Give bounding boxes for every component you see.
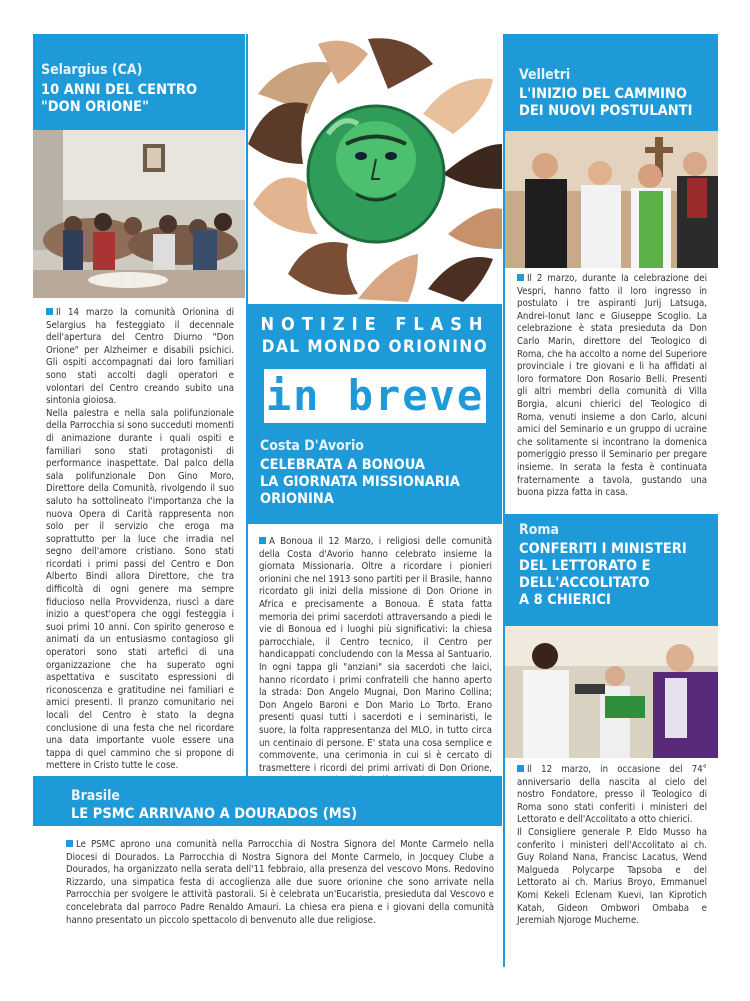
center-brand <box>264 369 486 423</box>
costa-place: Costa D'Avorio <box>260 438 364 454</box>
center-banner <box>248 304 502 436</box>
velletri-title-line2: DEI NUOVI POSTULANTI <box>519 103 693 119</box>
brasile-header <box>33 776 502 826</box>
bullet-square-icon <box>517 274 524 281</box>
roma-title-line4: A 8 CHIERICI <box>519 592 611 608</box>
selargius-photo <box>33 130 245 298</box>
costa-body <box>259 536 492 788</box>
roma-title-line3: DELL'ACCOLITATO <box>519 575 650 591</box>
center-headline-line2: DAL MONDO ORIONINO <box>261 337 489 357</box>
costa-title-line1: CELEBRATA A BONOUA <box>260 457 425 473</box>
velletri-body <box>517 273 707 500</box>
bullet-square-icon <box>46 308 53 315</box>
velletri-header <box>505 34 718 131</box>
brasile-body <box>66 839 494 927</box>
costa-title-line2: LA GIORNATA MISSIONARIA <box>260 474 460 490</box>
selargius-place: Selargius (CA) <box>41 62 143 78</box>
velletri-paragraph-1: Il 2 marzo, durante la celebrazione dei Vespri, hanno fatto il loro ingresso in postulato i tre aspiranti Jurij Latsuga, Andrei-Ionut Ianc e Giuseppe Scoglio. La celebrazione è stata presieduta da Don Carlo Marin, direttore del Teologico di Roma, che ha accolto a nome del Superiore provinciale i tre giovani e li ha affidati al loro formatore Don Rosario Belli. Presenti gli altri membri della comunità di Villa Borgia, alcuni chierici del Teologico di Roma, venuti insieme a don Carlo, alcuni amici del Seminario e un gruppo di ucraine che solitamente si incontrano la domenica pomeriggio presso il Seminario per pregare insieme. In serata la festa è continuata fraternamente a tavola, gustando una buona pizza fatta in casa. <box>517 273 707 499</box>
selargius-paragraph-2: Nella palestra e nella sala polifunzionale della Parrocchia si sono succeduti momenti di animazione durante i quali ospiti e familiari sono stati protagonisti di performance inaspettate. Dal palco della sala polifunzionale Don Gino Moro, Direttore della Comunità, rivolgendo il suo saluto ha sottolineato l'importanza che la nuova Opera di Carità rappresenta non solo per il servizio che eroga ma soprattutto per la luce che irradia nel segno dell'amore cristiano. Sono stati ricordati i primi passi del Centro e Don Alberto Bindi allora Direttore, che tra difficoltà di ogni genere ma sempre fiducioso nella Provvidenza, riuscì a dare inizio a quest'opera che oggi festeggia i suoi primi 10 anni. Con spirito generoso e animati da un entusiasmo contagioso gli operatori sono stati artefici di una organizzazione che ha superato ogni aspettativa e suscitato espressioni di riconoscenza e gratitudine nei familiari e amici presenti. Il pranzo comunitario nei locali del Centro è stato la degna conclusione di una festa che nel ricordare una data importante vuole essere una tappa di quel cammino che si propone di mettere in Cristo tutte le cose. <box>46 407 234 772</box>
selargius-paragraph-1: Il 14 marzo la comunità Orionina di Selargius ha festeggiato il decennale dell'apertura del Centro Diurno "Don Orione" per Alzheimer e disabili psichici. Gli ospiti accompagnati dai loro familiari sono stati accolti dagli operatori e volontari del Centro creando subito una sintonia gioiosa. <box>46 307 234 407</box>
bullet-square-icon <box>517 765 524 772</box>
roma-place: Roma <box>519 522 559 538</box>
center-brand-text: in breve <box>265 371 485 420</box>
velletri-title-line1: L'INIZIO DEL CAMMINO <box>519 86 687 102</box>
velletri-photo <box>505 131 718 268</box>
roma-paragraph-1: Il 12 marzo, in occasione del 74° anniversario della nascita al cielo del nostro Fondatore, presso il Teologico di Roma sono stati conferiti i ministeri del Lettorato e dell'Accolitato a otto chierici. <box>517 764 707 826</box>
brasile-title: LE PSMC ARRIVANO A DOURADOS (MS) <box>71 806 358 822</box>
roma-header <box>505 514 718 626</box>
selargius-title-line1: 10 ANNI DEL CENTRO <box>41 82 198 98</box>
roma-body <box>517 764 707 928</box>
selargius-header <box>33 34 245 130</box>
roma-title-line2: DEL LETTORATO E <box>519 558 651 574</box>
selargius-title-line2: "DON ORIONE" <box>41 99 149 115</box>
costa-paragraph-1: A Bonoua il 12 Marzo, i religiosi delle comunità della Costa d'Avorio hanno celebrato insieme la giornata Missionaria. Oltre a ricordare i pionieri orionini che nel 1913 sono partiti per il Brasile, hanno ricordato gli inizi della missione di Don Orione in Africa e precisamente a Bonoua. È stata fatta memoria dei primi sacerdoti attraversando a piedi le vie di Bonoua ed i luoghi più significativi: la chiesa parrocchiale, il Centro tecnico, il Centro per handicappati concludendo con la Messa al Santuario. In ogni tappa gli "anziani" sia sacerdoti che laici, hanno ricordato i primi confratelli che hanno aperto la strada: Don Angelo Mugnai, Don Marino Collina; Don Angelo Baroni e Don Mario Lo Torto. Erano presenti quasi tutti i sacerdoti e i seminaristi, le suore, la folta rappresentanza del MLO, in tutto circa un centinaio di persone. E' stata una cosa semplice e commovente, una cerimonia in cui si è cercato di trasmettere i ricordi dei primi arrivati di Don Orione, <box>259 536 492 774</box>
costa-title-line3: ORIONINA <box>260 491 334 507</box>
roma-paragraph-2: Il Consigliere generale P. Eldo Musso ha conferito i ministeri dell'Accolitato ai ch. Guy Roland Nana, Francisc Lacatus, Wend Malgueda Polycarpe Tapsoba e del Lettorato ai ch. Marius Broyo, Emmanuel Komi Kekeli Eclenam Kuevi, Ian Kiprotich Katah, Gideon Ombwori Ombaba e Jeremiah Njoroge Mucheme. <box>517 826 707 927</box>
bullet-square-icon <box>66 840 73 847</box>
velletri-place: Velletri <box>519 67 571 83</box>
center-headline-line1: NOTIZIE FLASH <box>260 314 490 335</box>
roma-photo <box>505 626 718 758</box>
brasile-paragraph-1: Le PSMC aprono una comunità nella Parrocchia di Nostra Signora del Monte Carmelo nella Diocesi di Dourados. La Parrocchia di Nostra Signora del Monte Carmelo, in Jocquey Clube a Dourados, ha organizzato nella serata dell'11 febbraio, alla presenza del vescovo Mons. Redovino Rizzardo, una simpatica festa di accoglienza alle due suore orionine che sono arrivate nella Parrocchia per svolgere le attività pastorali. Si è celebrata un'Eucaristia, presieduta dal Vescovo e concelebrata dal parroco Padre Renaldo Amauri. La chiesa era piena e i giovani della comunità hanno presentato un piccolo spettacolo di benvenuto alle due religiose. <box>66 839 494 926</box>
hands-globe-illustration <box>248 34 502 304</box>
selargius-body <box>46 307 234 773</box>
costa-header <box>248 436 502 524</box>
bullet-square-icon <box>259 537 266 544</box>
brasile-place: Brasile <box>71 788 120 804</box>
roma-title-line1: CONFERITI I MINISTERI <box>519 541 687 557</box>
